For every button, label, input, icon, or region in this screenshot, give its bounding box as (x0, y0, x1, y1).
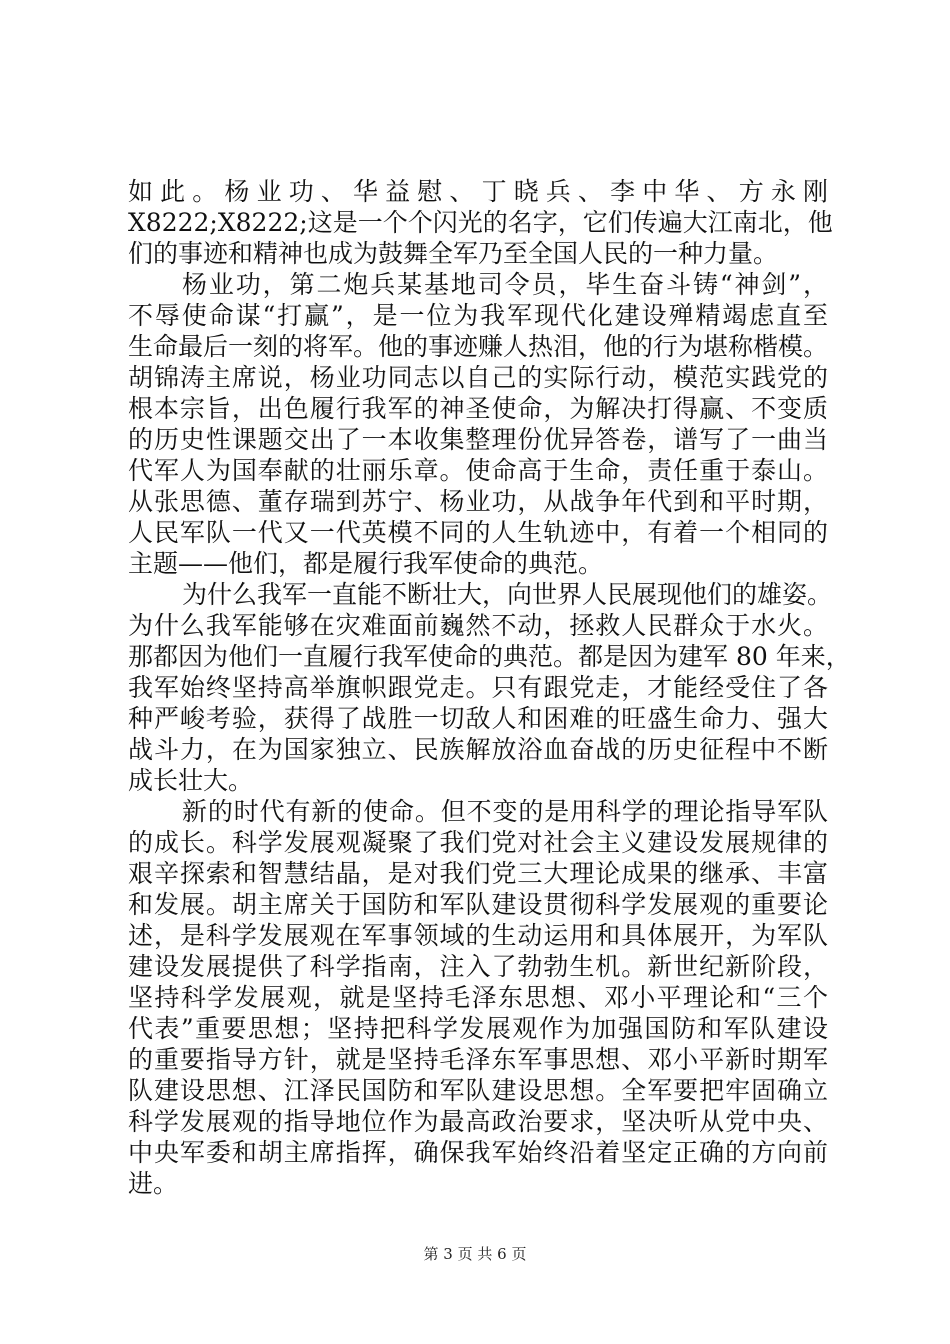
text-line: 新的时代有新的使命。但不变的是用科学的理论指导军队 (182, 797, 828, 826)
text-line: 们的事迹和精神也成为鼓舞全军乃至全国人民的一种力量。 (128, 239, 779, 268)
text-line: 胡锦涛主席说，杨业功同志以自己的实际行动，模范实践党的 (128, 363, 828, 392)
text-line: 坚持科学发展观，就是坚持毛泽东思想、邓小平理论和“三个 (128, 983, 828, 1012)
text-line: 为什么我军一直能不断壮大，向世界人民展现他们的雄姿。 (182, 580, 833, 609)
text-line: 人民军队一代又一代英模不同的人生轨迹中，有着一个相同的 (128, 518, 828, 547)
text-line: 代表”重要思想；坚持把科学发展观作为加强国防和军队建设 (128, 1014, 828, 1043)
text-line: 不辱使命谋“打赢”，是一位为我军现代化建设殚精竭虑直至 (128, 301, 828, 330)
text-line: 代军人为国奉献的壮丽乐章。使命高于生命，责任重于泰山。 (128, 456, 828, 485)
text-line: 的重要指导方针，就是坚持毛泽东军事思想、邓小平新时期军 (128, 1045, 828, 1074)
text-line: 的历史性课题交出了一本收集整理份优异答卷，谱写了一曲当 (128, 425, 828, 454)
text-line: 从张思德、董存瑞到苏宁、杨业功，从战争年代到和平时期， (128, 487, 828, 516)
text-line: 进。 (128, 1169, 179, 1198)
text-line: 中央军委和胡主席指挥，确保我军始终沿着坚定正确的方向前 (128, 1138, 828, 1167)
page-footer (0, 1244, 950, 1264)
text-line: 种严峻考验，获得了战胜一切敌人和困难的旺盛生命力、强大 (128, 704, 828, 733)
text-line: 建设发展提供了科学指南，注入了勃勃生机。新世纪新阶段， (128, 952, 828, 981)
text-line: 科学发展观的指导地位作为最高政治要求，坚决听从党中央、 (128, 1107, 828, 1136)
paragraph (128, 796, 828, 1199)
text-line: 战斗力，在为国家独立、民族解放浴血奋战的历史征程中不断 (128, 735, 828, 764)
text-line: 述，是科学发展观在军事领域的生动运用和具体展开，为军队 (128, 921, 828, 950)
text-line: 队建设思想、江泽民国防和军队建设思想。全军要把牢固确立 (128, 1076, 828, 1105)
text-line: 成长壮大。 (128, 766, 254, 795)
text-line: 那都因为他们一直履行我军使命的典范。都是因为建军 80 年来， (128, 642, 851, 671)
text-line: X8222;X8222;这是一个个闪光的名字，它们传遍大江南北，他 (128, 208, 833, 237)
text-line: 和发展。胡主席关于国防和军队建设贯彻科学发展观的重要论 (128, 890, 828, 919)
text-line: 生命最后一刻的将军。他的事迹赚人热泪，他的行为堪称楷模。 (128, 332, 829, 361)
paragraph (128, 579, 851, 796)
text-line: 杨业功，第二炮兵某基地司令员，毕生奋斗铸“神剑”， (182, 270, 828, 299)
text-line: 根本宗旨，出色履行我军的神圣使命，为解决打得赢、不变质 (128, 394, 828, 423)
text-line: 的成长。科学发展观凝聚了我们党对社会主义建设发展规律的 (128, 828, 828, 857)
text-line: 艰辛探索和智慧结晶，是对我们党三大理论成果的继承、丰富 (128, 859, 828, 888)
text-line: 我军始终坚持高举旗帜跟党走。只有跟党走，才能经受住了各 (128, 673, 828, 702)
page-number-label: 第 3 页 共 6 页 (423, 1245, 527, 1263)
text-line: 为什么我军能够在灾难面前巍然不动，拯救人民群众于水火。 (128, 611, 828, 640)
paragraph (128, 176, 833, 269)
paragraph (128, 269, 828, 579)
text-line: 主题——他们，都是履行我军使命的典范。 (128, 549, 604, 578)
document-body (128, 176, 851, 1199)
text-line: 如此。杨业功、华益慰、丁晓兵、李中华、方永刚 (128, 177, 828, 206)
